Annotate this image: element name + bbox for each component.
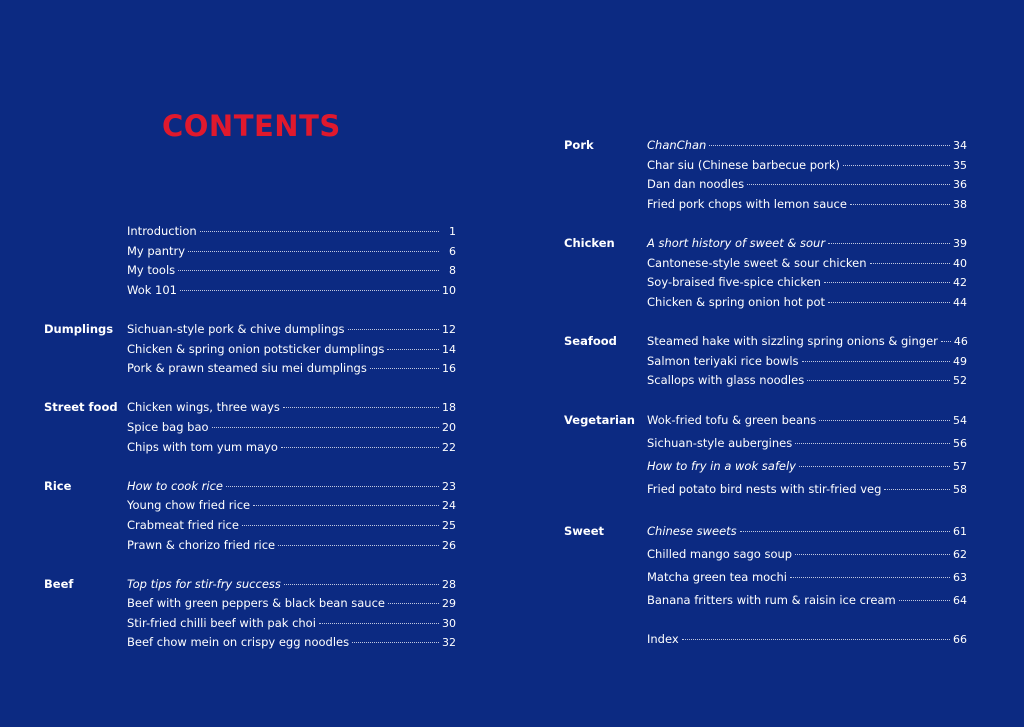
toc-entry[interactable] [647, 455, 967, 478]
section-heading: Beef [44, 576, 74, 591]
entry-page-number: 39 [953, 236, 967, 250]
entry-list [127, 320, 456, 379]
entry-page-number: 16 [442, 362, 456, 376]
entry-title: How to fry in a wok safely [647, 458, 796, 473]
entry-page-number: 64 [953, 593, 967, 607]
dot-leader [212, 427, 439, 428]
toc-entry[interactable] [647, 478, 967, 501]
section-vegetarian [564, 409, 968, 501]
dot-leader [824, 282, 950, 283]
entry-title: Beef with green peppers & black bean sauce [127, 596, 385, 611]
entry-page-number: 20 [442, 420, 456, 434]
dot-leader [799, 466, 950, 467]
entry-page-number: 32 [442, 636, 456, 650]
entry-title: Soy-braised five-spice chicken [647, 275, 821, 290]
dot-leader [281, 447, 439, 448]
dot-leader [819, 420, 950, 421]
entry-title: Dan dan noodles [647, 177, 745, 192]
entry-page-number: 14 [442, 342, 456, 356]
toc-entry[interactable] [647, 543, 967, 566]
section-heading: Sweet [564, 523, 605, 538]
dot-leader [884, 489, 950, 490]
dot-leader [740, 531, 950, 532]
toc-entry[interactable] [647, 195, 967, 215]
entry-title: Chilled mango sago soup [647, 546, 793, 561]
entry-page-number: 36 [953, 178, 967, 192]
dot-leader [278, 545, 439, 546]
section-intro-0 [44, 222, 456, 300]
dot-leader [242, 525, 439, 526]
toc-entry[interactable] [127, 340, 456, 360]
toc-entry[interactable] [127, 222, 456, 242]
toc-entry[interactable] [647, 136, 967, 156]
entry-title: Pork & prawn steamed siu mei dumplings [127, 361, 367, 376]
entry-title: How to cook rice [127, 478, 223, 493]
section-heading: Seafood [564, 333, 617, 348]
section-dumplings [44, 320, 456, 379]
entry-title: Chicken & spring onion potsticker dumplings [127, 341, 385, 356]
dot-leader [178, 270, 439, 271]
toc-entry[interactable] [127, 438, 456, 458]
entry-title: Spice bag bao [127, 419, 209, 434]
contents-right-column [564, 136, 968, 649]
dot-leader [828, 302, 950, 303]
section-chicken [564, 234, 968, 312]
entry-list [647, 332, 967, 391]
dot-leader [709, 145, 950, 146]
contents-left-column [44, 222, 456, 673]
dot-leader [795, 443, 950, 444]
entry-title: Sichuan-style aubergines [647, 435, 793, 450]
entry-list [647, 630, 967, 650]
toc-entry[interactable] [647, 352, 967, 372]
entry-page-number: 58 [953, 482, 967, 496]
entry-title: Banana fritters with rum & raisin ice cream [647, 592, 896, 607]
toc-entry[interactable] [647, 234, 967, 254]
entry-title: Salmon teriyaki rice bowls [647, 353, 799, 368]
entry-page-number: 30 [442, 616, 456, 630]
dot-leader [370, 368, 439, 369]
entry-page-number: 22 [442, 440, 456, 454]
entry-title: Beef chow mein on crispy egg noodles [127, 635, 350, 650]
dot-leader [200, 231, 439, 232]
entry-list [127, 477, 456, 555]
dot-leader [850, 204, 950, 205]
toc-entry[interactable] [647, 589, 967, 612]
entry-list [647, 234, 967, 312]
dot-leader [843, 165, 950, 166]
entry-page-number: 52 [953, 374, 967, 388]
entry-list [647, 409, 967, 501]
entry-title: Introduction [127, 224, 197, 238]
entry-list [647, 520, 967, 612]
toc-entry[interactable] [127, 320, 456, 340]
entry-page-number: 44 [953, 295, 967, 309]
entry-page-number: 62 [953, 547, 967, 561]
dot-leader [253, 505, 439, 506]
toc-entry[interactable] [127, 418, 456, 438]
entry-title: Young chow fried rice [127, 498, 251, 513]
entry-title: My tools [127, 263, 176, 278]
toc-entry[interactable] [647, 566, 967, 589]
entry-title: Stir-fried chilli beef with pak choi [127, 615, 316, 630]
entry-page-number: 42 [953, 276, 967, 290]
toc-entry[interactable] [127, 261, 456, 281]
entry-title: Index [647, 631, 679, 646]
toc-entry[interactable] [127, 575, 456, 595]
entry-page-number: 63 [953, 570, 967, 584]
dot-leader [387, 349, 439, 350]
section-beef [44, 575, 456, 653]
entry-page-number: 66 [953, 632, 967, 646]
toc-entry[interactable] [127, 242, 456, 262]
entry-page-number: 1 [449, 225, 456, 238]
dot-leader [284, 584, 439, 585]
entry-title: Chicken wings, three ways [127, 400, 280, 415]
dot-leader [319, 623, 439, 624]
dot-leader [226, 486, 439, 487]
entry-title: Wok-fried tofu & green beans [647, 412, 817, 427]
dot-leader [790, 577, 950, 578]
entry-title: Matcha green tea mochi [647, 569, 787, 584]
toc-entry[interactable] [647, 293, 967, 313]
entry-page-number: 24 [442, 499, 456, 513]
dot-leader [807, 380, 950, 381]
dot-leader [828, 243, 950, 244]
toc-entry[interactable] [127, 477, 456, 497]
entry-title: My pantry [127, 243, 186, 258]
section-heading: Rice [44, 478, 72, 493]
dot-leader [802, 361, 951, 362]
entry-page-number: 25 [442, 518, 456, 532]
dot-leader [352, 642, 439, 643]
entry-page-number: 8 [449, 264, 456, 278]
entry-title: Crabmeat fried rice [127, 517, 239, 532]
entry-title: Chicken & spring onion hot pot [647, 294, 826, 309]
dot-leader [941, 341, 951, 342]
entry-page-number: 29 [442, 597, 456, 611]
section-heading: Street food [44, 400, 118, 415]
dot-leader [682, 639, 950, 640]
entry-page-number: 23 [442, 479, 456, 493]
entry-title: Chips with tom yum mayo [127, 439, 278, 454]
entry-title: Wok 101 [127, 282, 177, 297]
toc-entry[interactable] [647, 273, 967, 293]
toc-entry[interactable] [127, 614, 456, 634]
entry-page-number: 54 [953, 413, 967, 427]
toc-entry[interactable] [647, 409, 967, 432]
toc-entry[interactable] [647, 432, 967, 455]
dot-leader [388, 603, 439, 604]
entry-list [127, 222, 456, 300]
entry-title: Char siu (Chinese barbecue pork) [647, 157, 840, 172]
entry-page-number: 26 [442, 538, 456, 552]
dot-leader [870, 263, 951, 264]
toc-entry[interactable] [127, 398, 456, 418]
entry-title: Scallops with glass noodles [647, 373, 805, 388]
toc-entry[interactable] [127, 594, 456, 614]
section-street-food [44, 398, 456, 457]
toc-entry[interactable] [127, 516, 456, 536]
entry-page-number: 49 [953, 354, 967, 368]
section-heading: Vegetarian [564, 412, 635, 427]
dot-leader [180, 290, 439, 291]
dot-leader [795, 554, 950, 555]
entry-page-number: 38 [953, 197, 967, 211]
section-heading: Dumplings [44, 321, 114, 336]
entry-page-number: 46 [953, 334, 968, 348]
entry-page-number: 35 [953, 158, 967, 172]
entry-title: Cantonese-style sweet & sour chicken [647, 255, 867, 270]
dot-leader [747, 184, 950, 185]
entry-title: A short history of sweet & sour [647, 235, 826, 250]
entry-list [127, 575, 456, 653]
entry-title: ChanChan [647, 138, 707, 152]
toc-entry[interactable] [127, 496, 456, 516]
entry-title: Fried potato bird nests with stir-fried veg [647, 481, 882, 496]
entry-title: Fried pork chops with lemon sauce [647, 196, 847, 211]
section-pork [564, 136, 968, 214]
toc-entry[interactable] [127, 359, 456, 379]
entry-page-number: 40 [953, 256, 967, 270]
page-title: CONTENTS [162, 109, 341, 143]
section-sweet [564, 520, 968, 612]
section-seafood [564, 332, 968, 391]
entry-list [127, 398, 456, 457]
entry-title: Sichuan-style pork & chive dumplings [127, 321, 345, 336]
entry-list [647, 136, 967, 214]
entry-title: Chinese sweets [647, 523, 737, 538]
toc-entry[interactable] [647, 630, 967, 650]
entry-page-number: 61 [953, 524, 967, 538]
entry-page-number: 18 [442, 401, 456, 415]
toc-entry[interactable] [647, 332, 967, 352]
section-rice [44, 477, 456, 555]
entry-page-number: 56 [953, 436, 967, 450]
toc-entry[interactable] [127, 536, 456, 556]
dot-leader [899, 600, 950, 601]
section-heading: Pork [564, 138, 594, 152]
toc-entry[interactable] [647, 156, 967, 176]
section-heading: Chicken [564, 235, 615, 250]
entry-page-number: 34 [953, 139, 967, 152]
entry-page-number: 57 [953, 459, 967, 473]
entry-title: Prawn & chorizo fried rice [127, 537, 276, 552]
entry-page-number: 6 [449, 244, 456, 258]
dot-leader [188, 251, 439, 252]
entry-page-number: 12 [442, 322, 456, 336]
section-index [564, 630, 968, 650]
toc-entry[interactable] [127, 633, 456, 653]
entry-title: Top tips for stir-fry success [127, 576, 281, 591]
entry-title: Steamed hake with sizzling spring onions & ginger [647, 333, 938, 348]
toc-entry[interactable] [647, 254, 967, 274]
entry-page-number: 10 [442, 283, 456, 297]
dot-leader [283, 407, 439, 408]
toc-entry[interactable] [647, 371, 967, 391]
toc-entry[interactable] [127, 281, 456, 301]
toc-entry[interactable] [647, 175, 967, 195]
toc-entry[interactable] [647, 520, 967, 543]
dot-leader [348, 329, 439, 330]
entry-page-number: 28 [442, 577, 456, 591]
